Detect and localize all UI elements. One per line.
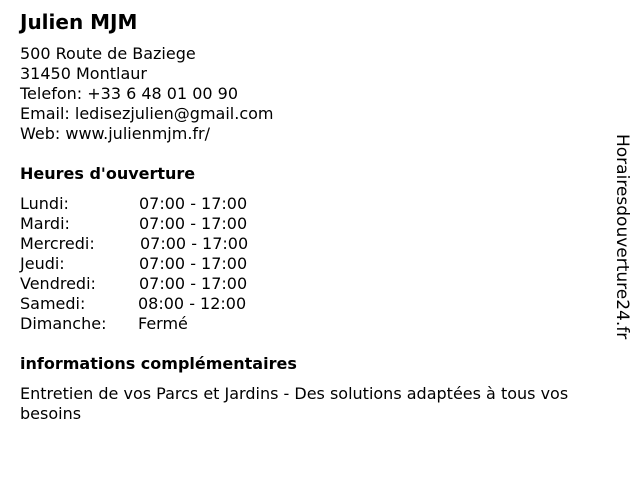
hours-row-sunday	[20, 314, 320, 334]
opening-hours-heading: Heures d'ouverture	[20, 164, 196, 183]
phone-number[interactable]: Telefon: +33 6 48 01 00 90	[20, 84, 239, 103]
closed-label: Fermé	[138, 314, 188, 333]
time-range: 08:00 - 12:00	[138, 294, 247, 313]
hours-row-friday	[20, 274, 320, 294]
time-range: 07:00 - 17:00	[140, 234, 249, 253]
site-watermark[interactable]: Horairesdouverture24.fr	[612, 134, 632, 340]
day-label: Mardi:	[20, 214, 70, 233]
hours-row-saturday	[20, 294, 320, 314]
day-label: Vendredi:	[20, 274, 96, 293]
email-address[interactable]: Email: ledisezjulien@gmail.com	[20, 104, 274, 123]
hours-row-thursday	[20, 254, 320, 274]
additional-info-text: Entretien de vos Parcs et Jardins - Des solutions adaptées à tous vos besoins	[20, 384, 569, 423]
contact-block	[20, 44, 274, 144]
website-link[interactable]: Web: www.julienmjm.fr/	[20, 124, 210, 143]
day-label: Jeudi:	[20, 254, 65, 273]
opening-hours-list	[20, 194, 320, 334]
day-label: Samedi:	[20, 294, 86, 313]
day-label: Mercredi:	[20, 234, 95, 253]
business-name: Julien MJM	[20, 10, 138, 34]
address-city: 31450 Montlaur	[20, 64, 147, 83]
address-street: 500 Route de Baziege	[20, 44, 196, 63]
day-label: Lundi:	[20, 194, 69, 213]
time-range: 07:00 - 17:00	[139, 214, 248, 233]
time-range: 07:00 - 17:00	[139, 194, 248, 213]
hours-row-wednesday	[20, 234, 320, 254]
hours-row-tuesday	[20, 214, 320, 234]
time-range: 07:00 - 17:00	[139, 254, 248, 273]
hours-row-monday	[20, 194, 320, 214]
day-label: Dimanche:	[20, 314, 107, 333]
time-range: 07:00 - 17:00	[139, 274, 248, 293]
additional-info-heading: informations complémentaires	[20, 354, 297, 373]
